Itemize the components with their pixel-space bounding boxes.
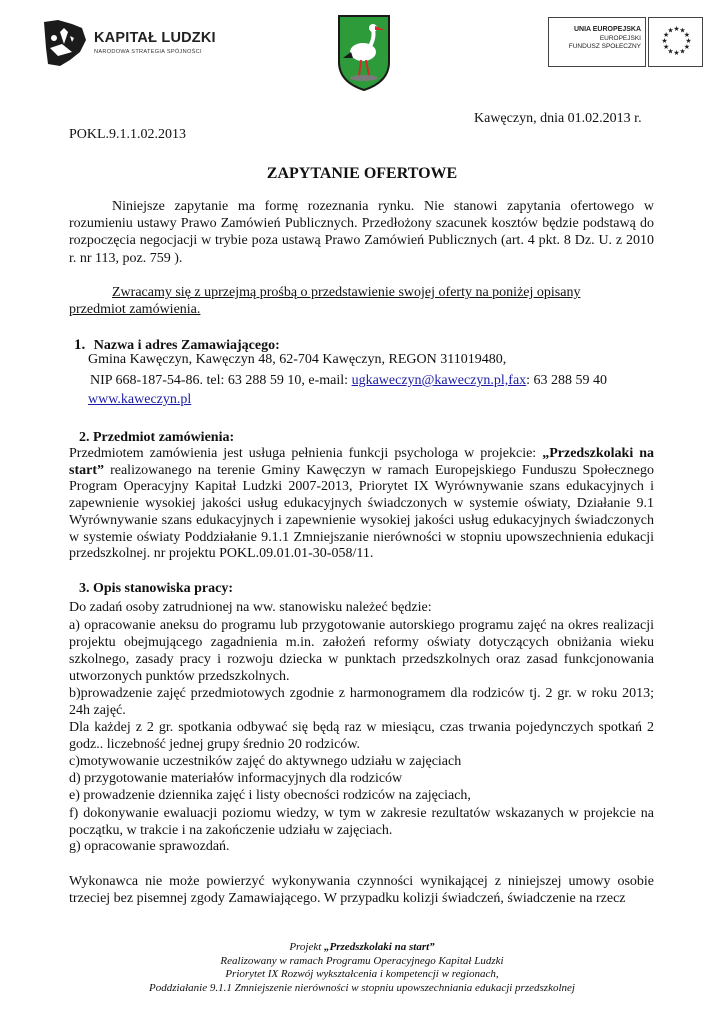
website-link[interactable]: www.kaweczyn.pl bbox=[88, 392, 192, 407]
svg-text:★: ★ bbox=[662, 43, 670, 51]
footer-line3: Priorytet IX Rozwój wykształcenia i kompetencji w regionach, bbox=[225, 968, 499, 980]
website-row bbox=[88, 392, 191, 409]
email-link[interactable]: ugkaweczyn@kaweczyn.pl,fax bbox=[351, 373, 527, 388]
kapital-ludzki-logo bbox=[42, 18, 216, 70]
eu-flag bbox=[648, 17, 703, 67]
footer-project-name: „Przedszkolaki na start” bbox=[324, 941, 435, 953]
kapital-ludzki-emblem-icon bbox=[42, 18, 90, 70]
eu-stars-icon bbox=[649, 18, 704, 68]
svg-text:★: ★ bbox=[683, 31, 691, 39]
svg-text:★: ★ bbox=[683, 43, 691, 51]
section1-contact bbox=[90, 373, 607, 390]
section2-paragraph bbox=[69, 446, 654, 563]
eu-fund-label bbox=[548, 17, 646, 67]
svg-text:★: ★ bbox=[679, 26, 686, 35]
task-item-g: g) opracowanie sprawozdań. bbox=[69, 839, 230, 854]
task-item-f: f) dokonywanie ewaluacji poziomu wiedzy, w tym w zakresie rezultatów wskazanych w projekcie na początku, w trakcie i na zakończenie udziału w zajęciach. bbox=[69, 806, 654, 838]
section1-title: Nazwa i adres Zamawiającego: bbox=[93, 338, 280, 353]
contact-prefix: NIP 668-187-54-86. tel: 63 288 59 10, e-mail: bbox=[90, 373, 352, 388]
gmina-crest-logo bbox=[333, 10, 395, 92]
kapital-ludzki-subtitle: NARODOWA STRATEGIA SPÓJNOŚCI bbox=[94, 49, 202, 55]
intro-paragraph: Niniejsze zapytanie ma formę rozeznania rynku. Nie stanowi zapytania ofertowego w rozumieniu ustawy Prawo Zamówień Publicznych. Przedłożony szacunek kosztów będzie podstawą do rozpoczęcia negocjacji w trybie poza ustawą Prawo Zamówień Publicznych (art. 4 pkt. 8 Dz. U. z 2010 r. nr 113, poz. 759 ). bbox=[69, 199, 654, 266]
closing-paragraph: Wykonawca nie może powierzyć wykonywania czynności wynikającej z niniejszej umowy osobie trzeciej bez pisemnej zgody Zamawiającego. W przypadku kolizji świadczeń, świadczenie na rzecz bbox=[69, 874, 654, 906]
svg-text:★: ★ bbox=[673, 49, 680, 57]
task-item-b-note: Dla każdej z 2 gr. spotkania odbywać się będą raz w miesiącu, czas trwania pojedynczych spotkań 2 godz.. liczebność jednej grupy średnio 20 rodziców. bbox=[69, 720, 654, 752]
section2-text-suffix: realizowanego na terenie Gminy Kawęczyn w ramach Europejskiego Funduszu Społecznego Program Operacyjny Kapitał Ludzki 2007-2013, Priorytet IX Wyrównywanie szans edukacyjnych i zapewnienie wysokiej jakości usług edukacyjnych świadczonych w systemie oświaty, Działanie 9.1 Wyrównywanie szans edukacyjnych i zapewnienie wysokiej jakości usług edukacyjnych świadczonych w systemie oświaty Poddziałanie 9.1.1 Zmniejszanie nierówności w stopniu upowszechnienia edukacji przedszkolnej. nr projektu POKL.09.01.01-30-058/11. bbox=[69, 462, 654, 562]
svg-text:★: ★ bbox=[661, 37, 668, 45]
reference-number: POKL.9.1.1.02.2013 bbox=[69, 127, 187, 142]
contact-suffix: : 63 288 59 40 bbox=[526, 373, 608, 388]
task-item-e: e) prowadzenie dziennika zajęć i listy obecności rodziców na zajęciach, bbox=[69, 788, 471, 803]
kapital-ludzki-title: KAPITAŁ LUDZKI bbox=[94, 30, 216, 46]
section2-heading: 2. Przedmiot zamówienia: bbox=[79, 430, 235, 445]
svg-text:★: ★ bbox=[679, 47, 686, 56]
task-item-b: b)prowadzenie zajęć przedmiotowych zgodnie z harmonogramem dla rodziców tj. 2 gr. w roku 2013; 24h zajęć. bbox=[69, 686, 654, 718]
footer-project-prefix: Projekt bbox=[289, 941, 325, 953]
footer-line4: Poddziałanie 9.1.1 Zmniejszenie nierówności w stopniu upowszechniania edukacji przedszkolnej bbox=[149, 981, 575, 994]
svg-text:★: ★ bbox=[685, 37, 692, 45]
section3-intro: Do zadań osoby zatrudnionej na ww. stanowisku należeć będzie: bbox=[69, 600, 432, 615]
task-item-c: c)motywowanie uczestników zajęć do aktywnego udziału w zajęciach bbox=[69, 754, 462, 769]
svg-text:★: ★ bbox=[662, 31, 670, 39]
section3-heading: 3. Opis stanowiska pracy: bbox=[79, 581, 234, 596]
stork-crest-icon bbox=[333, 10, 395, 92]
section1-number: 1. bbox=[74, 337, 86, 353]
eu-label-line2: EUROPEJSKI bbox=[599, 35, 641, 42]
task-item-d: d) przygotowanie materiałów informacyjnych dla rodziców bbox=[69, 771, 403, 786]
svg-text:★: ★ bbox=[667, 47, 674, 56]
section2-text-prefix: Przedmiotem zamówienia jest usługa pełnienia funkcji psychologa w projekcie: bbox=[69, 446, 543, 461]
footer-line1 bbox=[100, 941, 624, 955]
eu-label-line1: UNIA EUROPEJSKA bbox=[573, 26, 641, 33]
eu-label-line3: FUNDUSZ SPOŁECZNY bbox=[568, 43, 641, 50]
footer-line2: Realizowany w ramach Programu Operacyjnego Kapitał Ludzki bbox=[220, 954, 504, 967]
task-item-a: a) opracowanie aneksu do programu lub przygotowanie autorskiego programu zajęć na okres realizacji projektu obejmującego zagadnienia m.in. założeń reformy oświaty dotyczących obniżania wieku szkolnego, zasady pracy i rozwoju dziecka w punktach przedszkolnych oraz zasad funkcjonowania utworzonych punktów przedszkolnych. bbox=[69, 618, 654, 684]
section1-address: Gmina Kawęczyn, Kawęczyn 48, 62-704 Kawęczyn, REGON 311019480, bbox=[88, 352, 507, 367]
svg-text:★: ★ bbox=[673, 25, 680, 33]
request-paragraph: Zwracamy się z uprzejmą prośbą o przedstawienie swojej oferty na poniżej opisany przedmiot zamówienia. bbox=[69, 285, 581, 317]
footer bbox=[100, 941, 624, 995]
svg-text:★: ★ bbox=[667, 26, 674, 35]
project-name: „Przedszkolaki na start” bbox=[69, 446, 655, 478]
date-line: Kawęczyn, dnia 01.02.2013 r. bbox=[474, 111, 642, 126]
page-title: ZAPYTANIE OFERTOWE bbox=[266, 165, 458, 182]
